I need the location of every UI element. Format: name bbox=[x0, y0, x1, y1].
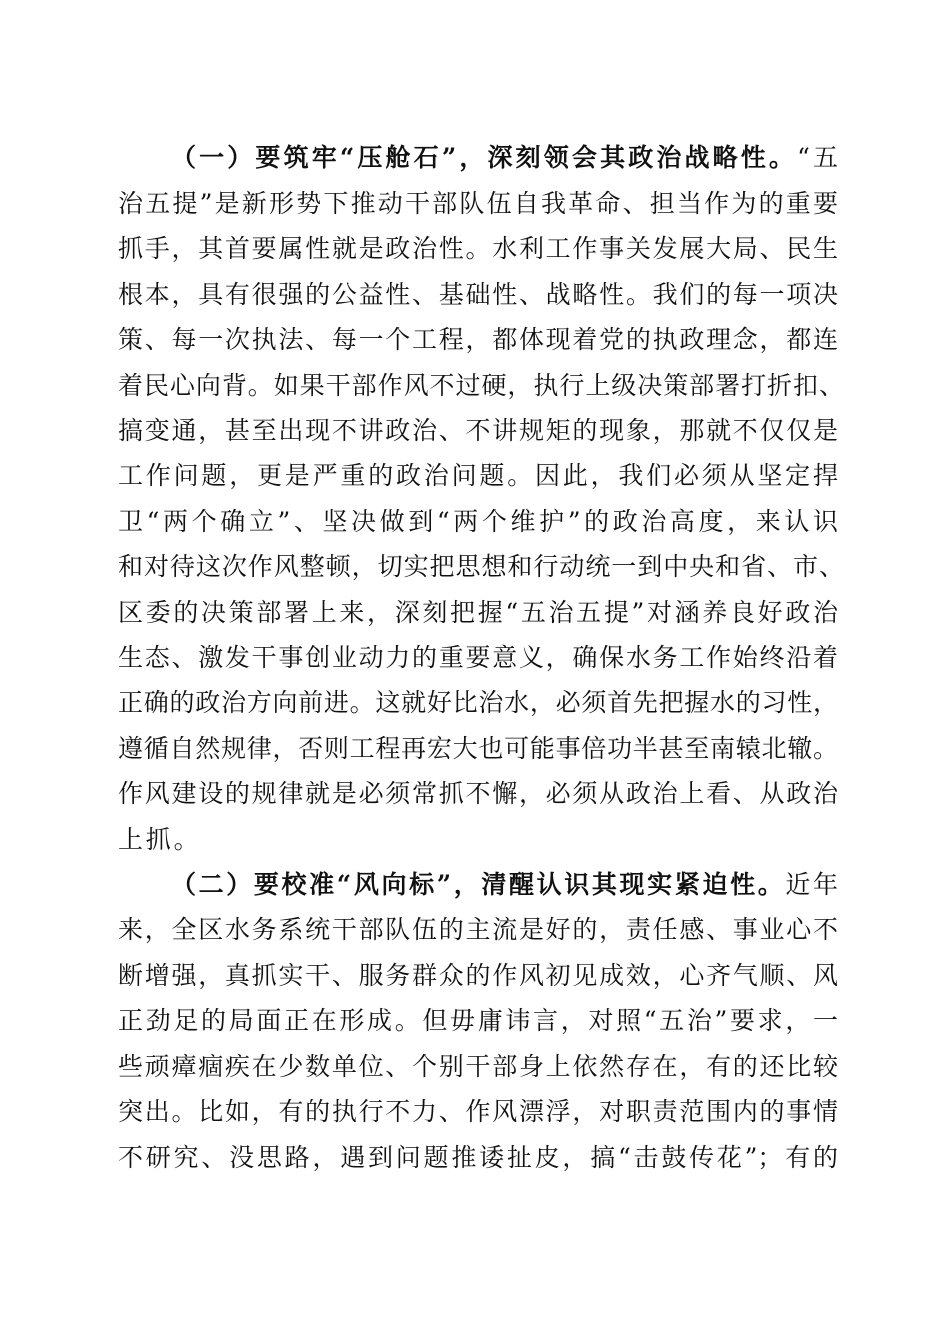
paragraph-line: 抓手，其首要属性就是政治性。水利工作事关发展大局、民生 bbox=[118, 234, 838, 263]
paragraph-line: 区委的决策部署上来，深刻把握“五治五提”对涵养良好政治 bbox=[118, 598, 838, 627]
paragraph-line: 策、每一次执法、每一个工程，都体现着党的执政理念，都连 bbox=[118, 325, 838, 354]
paragraph-line: 突出。比如，有的执行不力、作风漂浮，对职责范围内的事情 bbox=[118, 1097, 838, 1126]
paragraph-line: 着民心向背。如果干部作风不过硬，执行上级决策部署打折扣、 bbox=[118, 371, 844, 400]
paragraph-line: 不研究、没思路，遇到问题推诿扯皮，搞“击鼓传花”；有的 bbox=[118, 1143, 838, 1172]
paragraph-line: 工作问题，更是严重的政治问题。因此，我们必须从坚定捍 bbox=[118, 461, 838, 490]
paragraph-line: 治五提”是新形势下推动干部队伍自我革命、担当作为的重要 bbox=[118, 189, 838, 218]
paragraph-line: 正确的政治方向前进。这就好比治水，必须首先把握水的习性， bbox=[118, 688, 838, 717]
paragraph-line: 上抓。 bbox=[118, 825, 202, 854]
paragraph-line: 来，全区水务系统干部队伍的主流是好的，责任感、事业心不 bbox=[118, 915, 838, 944]
paragraph-line: 断增强，真抓实干、服务群众的作风初见成效，心齐气顺、风 bbox=[118, 961, 838, 990]
section-heading: （二）要校准“风向标”，清醒认识其现实紧迫性。 bbox=[171, 870, 786, 899]
paragraph-line: 遵循自然规律，否则工程再宏大也可能事倍功半甚至南辕北辙。 bbox=[118, 734, 838, 763]
section-heading: （一）要筑牢“压舱石”，深刻领会其政治战略性。 bbox=[171, 143, 798, 172]
paragraph-line: 搞变通，甚至出现不讲政治、不讲规矩的现象，那就不仅仅是 bbox=[118, 416, 838, 445]
paragraph-line: 正劲足的局面正在形成。但毋庸讳言，对照“五治”要求，一 bbox=[118, 1006, 838, 1035]
paragraph-line: （二）要校准“风向标”，清醒认识其现实紧迫性。近年 bbox=[171, 870, 838, 899]
paragraph-line: 根本，具有很强的公益性、基础性、战略性。我们的每一项决 bbox=[118, 280, 838, 309]
paragraph-line: 生态、激发干事创业动力的重要意义，确保水务工作始终沿着 bbox=[118, 643, 838, 672]
paragraph-line: 卫“两个确立”、坚决做到“两个维护”的政治高度，来认识 bbox=[118, 507, 838, 536]
paragraph-line: 作风建设的规律就是必须常抓不懈，必须从政治上看、从政治 bbox=[118, 779, 838, 808]
paragraph-line: （一）要筑牢“压舱石”，深刻领会其政治战略性。“五 bbox=[171, 143, 839, 172]
paragraph-line: 和对待这次作风整顿，切实把思想和行动统一到中央和省、市、 bbox=[118, 552, 844, 581]
paragraph-line: 些顽瘴痼疾在少数单位、个别干部身上依然存在，有的还比较 bbox=[118, 1052, 838, 1081]
